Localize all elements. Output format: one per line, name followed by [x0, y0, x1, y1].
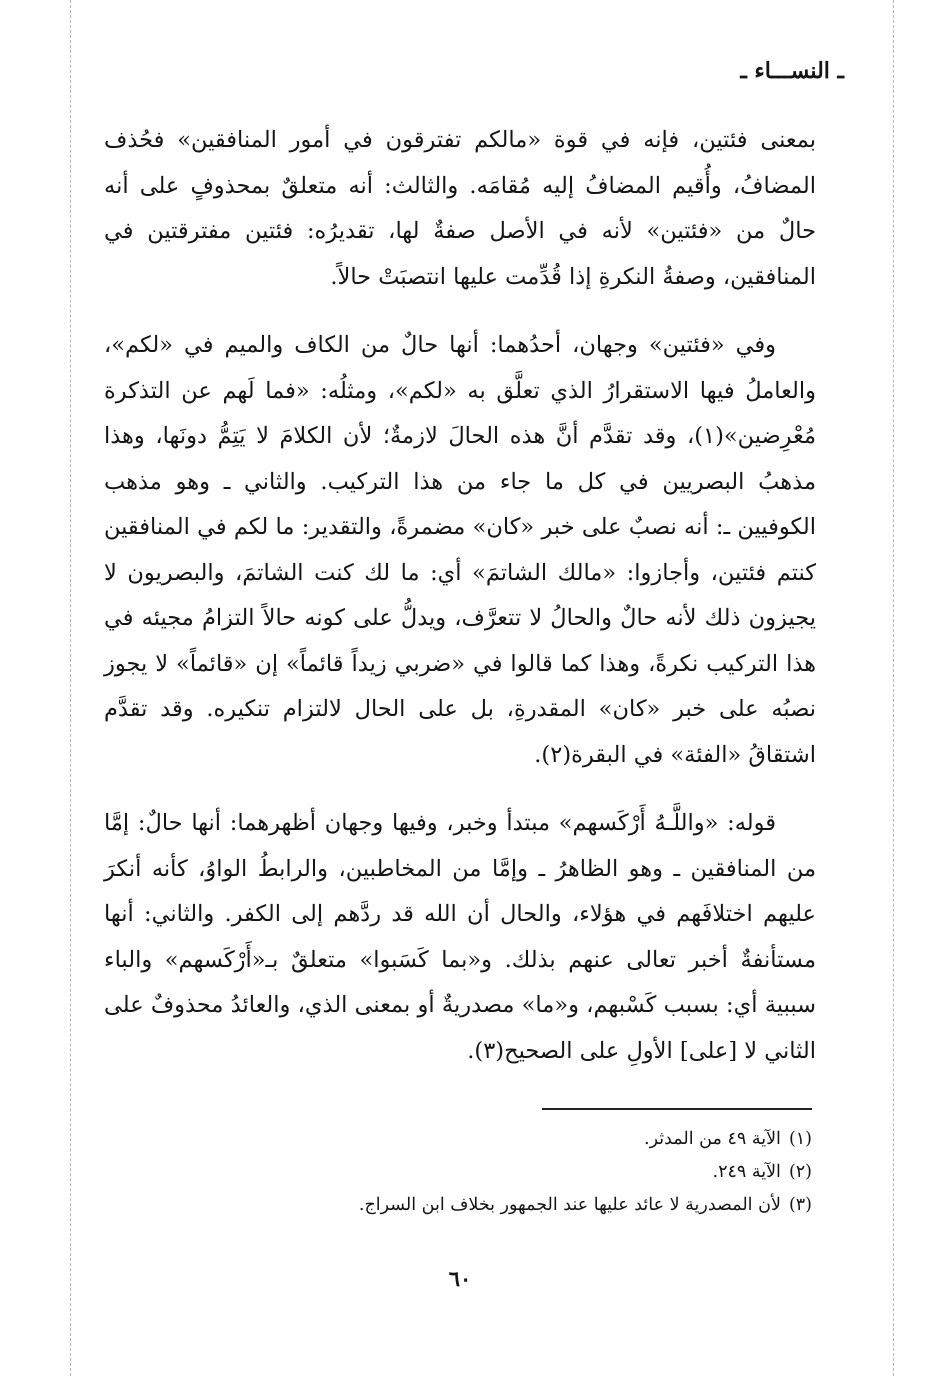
footnote-text: الآية ٢٤٩. — [712, 1162, 781, 1182]
footnotes — [200, 1123, 812, 1222]
footnote-number: (٢) — [788, 1162, 812, 1182]
scan-fold-line-right — [893, 0, 894, 1376]
main-text — [104, 118, 816, 1074]
footnote-text: الآية ٤٩ من المدثر. — [644, 1129, 781, 1149]
page-number: ٦٠ — [448, 1266, 472, 1291]
paragraph-1: بمعنى فئتين، فإنه في قوة «مالكم تفترقون في أمور المنافقين» فحُذف المضافُ، وأُقيم المضافُ إليه مُقامَه. والثالث: أنه متعلقٌ بمحذوفٍ على أنه حالٌ من «فئتين» لأنه في الأصل صفةٌ لها، تقديرُه: فئتين مفترقتين في المنافقين، وصفةُ النكرةِ إذا قُدِّمت عليها انتصبَتْ حالاً. — [104, 127, 816, 290]
footnote-text: لأن المصدرية لا عائد عليها عند الجمهور بخلاف ابن السراج. — [358, 1195, 781, 1215]
footnote-2 — [200, 1156, 812, 1189]
footnote-3 — [200, 1189, 812, 1222]
scan-fold-line-left — [70, 0, 71, 1376]
paragraph-3: قوله: «واللَّـهُ أَرْكَسهم» مبتدأ وخبر، وفيها وجهان أظهرهما: أنها حالٌ: إمَّا من المنافقين ـ وهو الظاهرُ ـ وإمَّا من المخاطبين، والرابطُ الواوُ، كأنه أنكرَ عليهم اختلافَهم في هؤلاء، والحال أن الله قد ردَّهم إلى الكفر. والثاني: أنها مستأنفةٌ أخبر تعالى عنهم بذلك. و«بما كَسَبوا» متعلقٌ بـ«أَرْكَسهم» والباء سببية أي: بسبب كَسْبهم، و«ما» مصدريةٌ أو بمعنى الذي، والعائدُ محذوفٌ على الثاني لا [على] الأولِ على الصحيح(٣). — [104, 810, 816, 1064]
footnote-separator — [542, 1108, 812, 1110]
paragraph-2: وفي «فئتين» وجهان، أحدُهما: أنها حالٌ من الكاف والميم في «لكم»، والعاملُ فيها الاستقرارُ الذي تعلَّق به «لكم»، ومثلُه: «فما لَهم عن التذكرة مُعْرِضين»(١)، وقد تقدَّم أنَّ هذه الحالَ لازمةٌ؛ لأن الكلامَ لا يَتِمُّ دونَها، وهذا مذهبُ البصريين في كل ما جاء من هذا التركيب. والثاني ـ وهو مذهب الكوفيين ـ: أنه نصبٌ على خبر «كان» مضمرةً، والتقدير: ما لكم في المنافقين كنتم فئتين، وأجازوا: «مالك الشاتمَ» أي: ما لك كنت الشاتمَ، والبصريون لا يجيزون ذلك لأنه حالٌ والحالُ لا تتعرَّف، ويدلُّ على كونه حالاً التزامُ مجيئه في هذا التركيب نكرةً، وهذا كما قالوا في «ضربي زيداً قائماً» إن «قائماً» لا يجوز نصبُه على خبر «كان» المقدرةِ، بل على الحال لالتزام تنكيره. وقد تقدَّم اشتقاقُ «الفئة» في البقرة(٢). — [104, 332, 816, 768]
footnote-1 — [200, 1123, 812, 1156]
running-header: ـ النســـاء ـ — [740, 58, 844, 84]
footnote-number: (٣) — [788, 1195, 812, 1215]
footnote-number: (١) — [788, 1129, 812, 1149]
